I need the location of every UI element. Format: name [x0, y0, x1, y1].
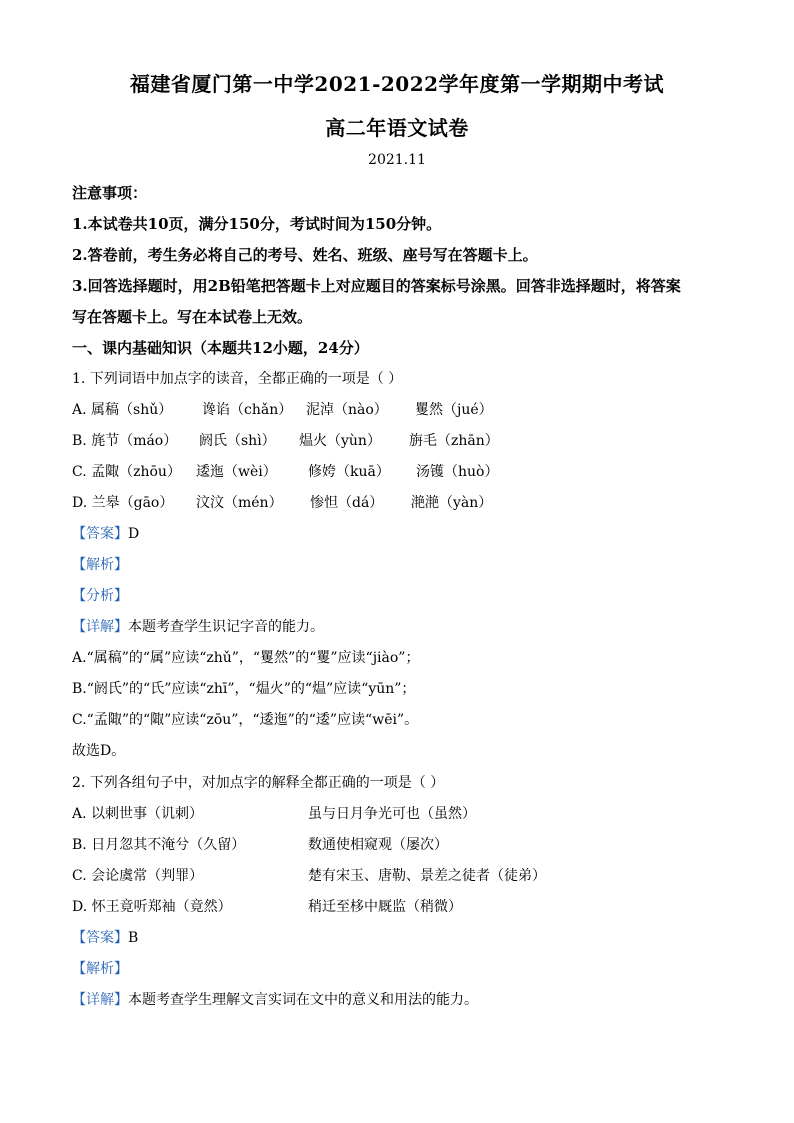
q1-d-item-3: 惨怛（dá） — [310, 495, 384, 511]
q1-a-item-4: 矍然（jué） — [415, 402, 493, 418]
exam-date: 2021.11 — [368, 152, 426, 168]
q1-a-item-3: 泥淖（nào） — [306, 402, 388, 418]
note-item-2: 2.答卷前，考生务必将自己的考号、姓名、班级、座号写在答题卡上。 — [72, 246, 538, 264]
section-heading: 一、课内基础知识（本题共12小题，24分） — [72, 339, 369, 357]
q1-explain-b: B.“阏氏”的“氏”应读“zhī”，“煴火”的“煴”应读“yūn”； — [72, 681, 416, 697]
q2-b-item-2: 数通使相窥观（屡次） — [308, 837, 448, 853]
q1-b-item-4: 旃毛（zhān） — [409, 433, 499, 449]
q1-d-item-1: D. 兰皋（gāo） — [72, 495, 174, 511]
q1-d-item-4: 滟滟（yàn） — [411, 495, 493, 511]
q1-b-item-3: 煴火（yùn） — [299, 433, 381, 449]
q1-a-item-1: A. 属稿（shǔ） — [72, 402, 173, 418]
q1-d-item-2: 汶汶（mén） — [196, 495, 283, 511]
q1-answer — [72, 524, 139, 544]
q2-b-item-1: B. 日月忽其不淹兮（久留） — [72, 837, 246, 853]
detail-tag: 【详解】 — [72, 619, 128, 635]
q1-a-item-2: 谗谄（chǎn） — [202, 402, 293, 418]
exam-title: 福建省厦门第一中学2021-2022学年度第一学期期中考试 — [129, 72, 665, 96]
q1-b-item-1: B. 旄节（máo） — [72, 433, 178, 449]
q1-explain-c: C.“孟陬”的“陬”应读“zōu”，“逶迤”的“逶”应读“wēi”。 — [72, 712, 419, 728]
answer-tag: 【答案】 — [72, 930, 128, 946]
q1-c-item-1: C. 孟陬（zhōu） — [72, 464, 181, 480]
detail-tag: 【详解】 — [72, 992, 128, 1008]
q2-answer-value: B — [128, 930, 139, 946]
q1-fenxi-tag: 【分析】 — [72, 588, 128, 604]
q1-conclusion: 故选D。 — [72, 743, 126, 759]
q2-detail-text: 本题考查学生理解文言实词在文中的意义和用法的能力。 — [128, 992, 478, 1008]
q2-answer — [72, 928, 138, 948]
q2-detail — [72, 990, 478, 1010]
q1-detail — [72, 617, 324, 637]
q2-a-item-1: A. 以刺世事（讥刺） — [72, 806, 204, 822]
q1-b-item-2: 阏氏（shì） — [199, 433, 276, 449]
answer-tag: 【答案】 — [72, 526, 128, 542]
note-item-1: 1.本试卷共10页，满分150分，考试时间为150分钟。 — [72, 215, 442, 233]
q2-stem: 2. 下列各组句子中，对加点字的解释全都正确的一项是（ ） — [72, 775, 445, 791]
q1-explain-a: A.“属稿”的“属”应读“zhǔ”，“矍然”的“矍”应读“jiào”； — [72, 650, 420, 666]
q1-c-item-3: 修姱（kuā） — [308, 464, 390, 480]
q1-answer-value: D — [128, 526, 140, 542]
note-item-3: 3.回答选择题时，用2B铅笔把答题卡上对应题目的答案标号涂黑。回答非选择题时，将答案 — [72, 277, 681, 295]
q2-analysis-tag: 【解析】 — [72, 961, 128, 977]
q2-a-item-2: 虽与日月争光可也（虽然） — [308, 806, 476, 822]
q2-c-item-2: 楚有宋玉、唐勒、景差之徒者（徒弟） — [308, 868, 546, 884]
q1-detail-text: 本题考查学生识记字音的能力。 — [128, 619, 324, 635]
q1-stem: 1. 下列词语中加点字的读音，全都正确的一项是（ ） — [72, 371, 403, 387]
exam-subtitle: 高二年语文试卷 — [325, 116, 469, 140]
notes-heading: 注意事项： — [72, 184, 148, 202]
q2-c-item-1: C. 会论虞常（判罪） — [72, 868, 204, 884]
q1-c-item-2: 逶迤（wèi） — [196, 464, 277, 480]
q2-d-item-2: 稍迁至栘中厩监（稍微） — [308, 899, 462, 915]
q1-analysis-tag: 【解析】 — [72, 557, 128, 573]
q1-c-item-4: 汤镬（huò） — [416, 464, 499, 480]
q2-d-item-1: D. 怀王竟听郑袖（竟然） — [72, 899, 232, 915]
note-item-3-cont: 写在答题卡上。写在本试卷上无效。 — [72, 308, 313, 326]
